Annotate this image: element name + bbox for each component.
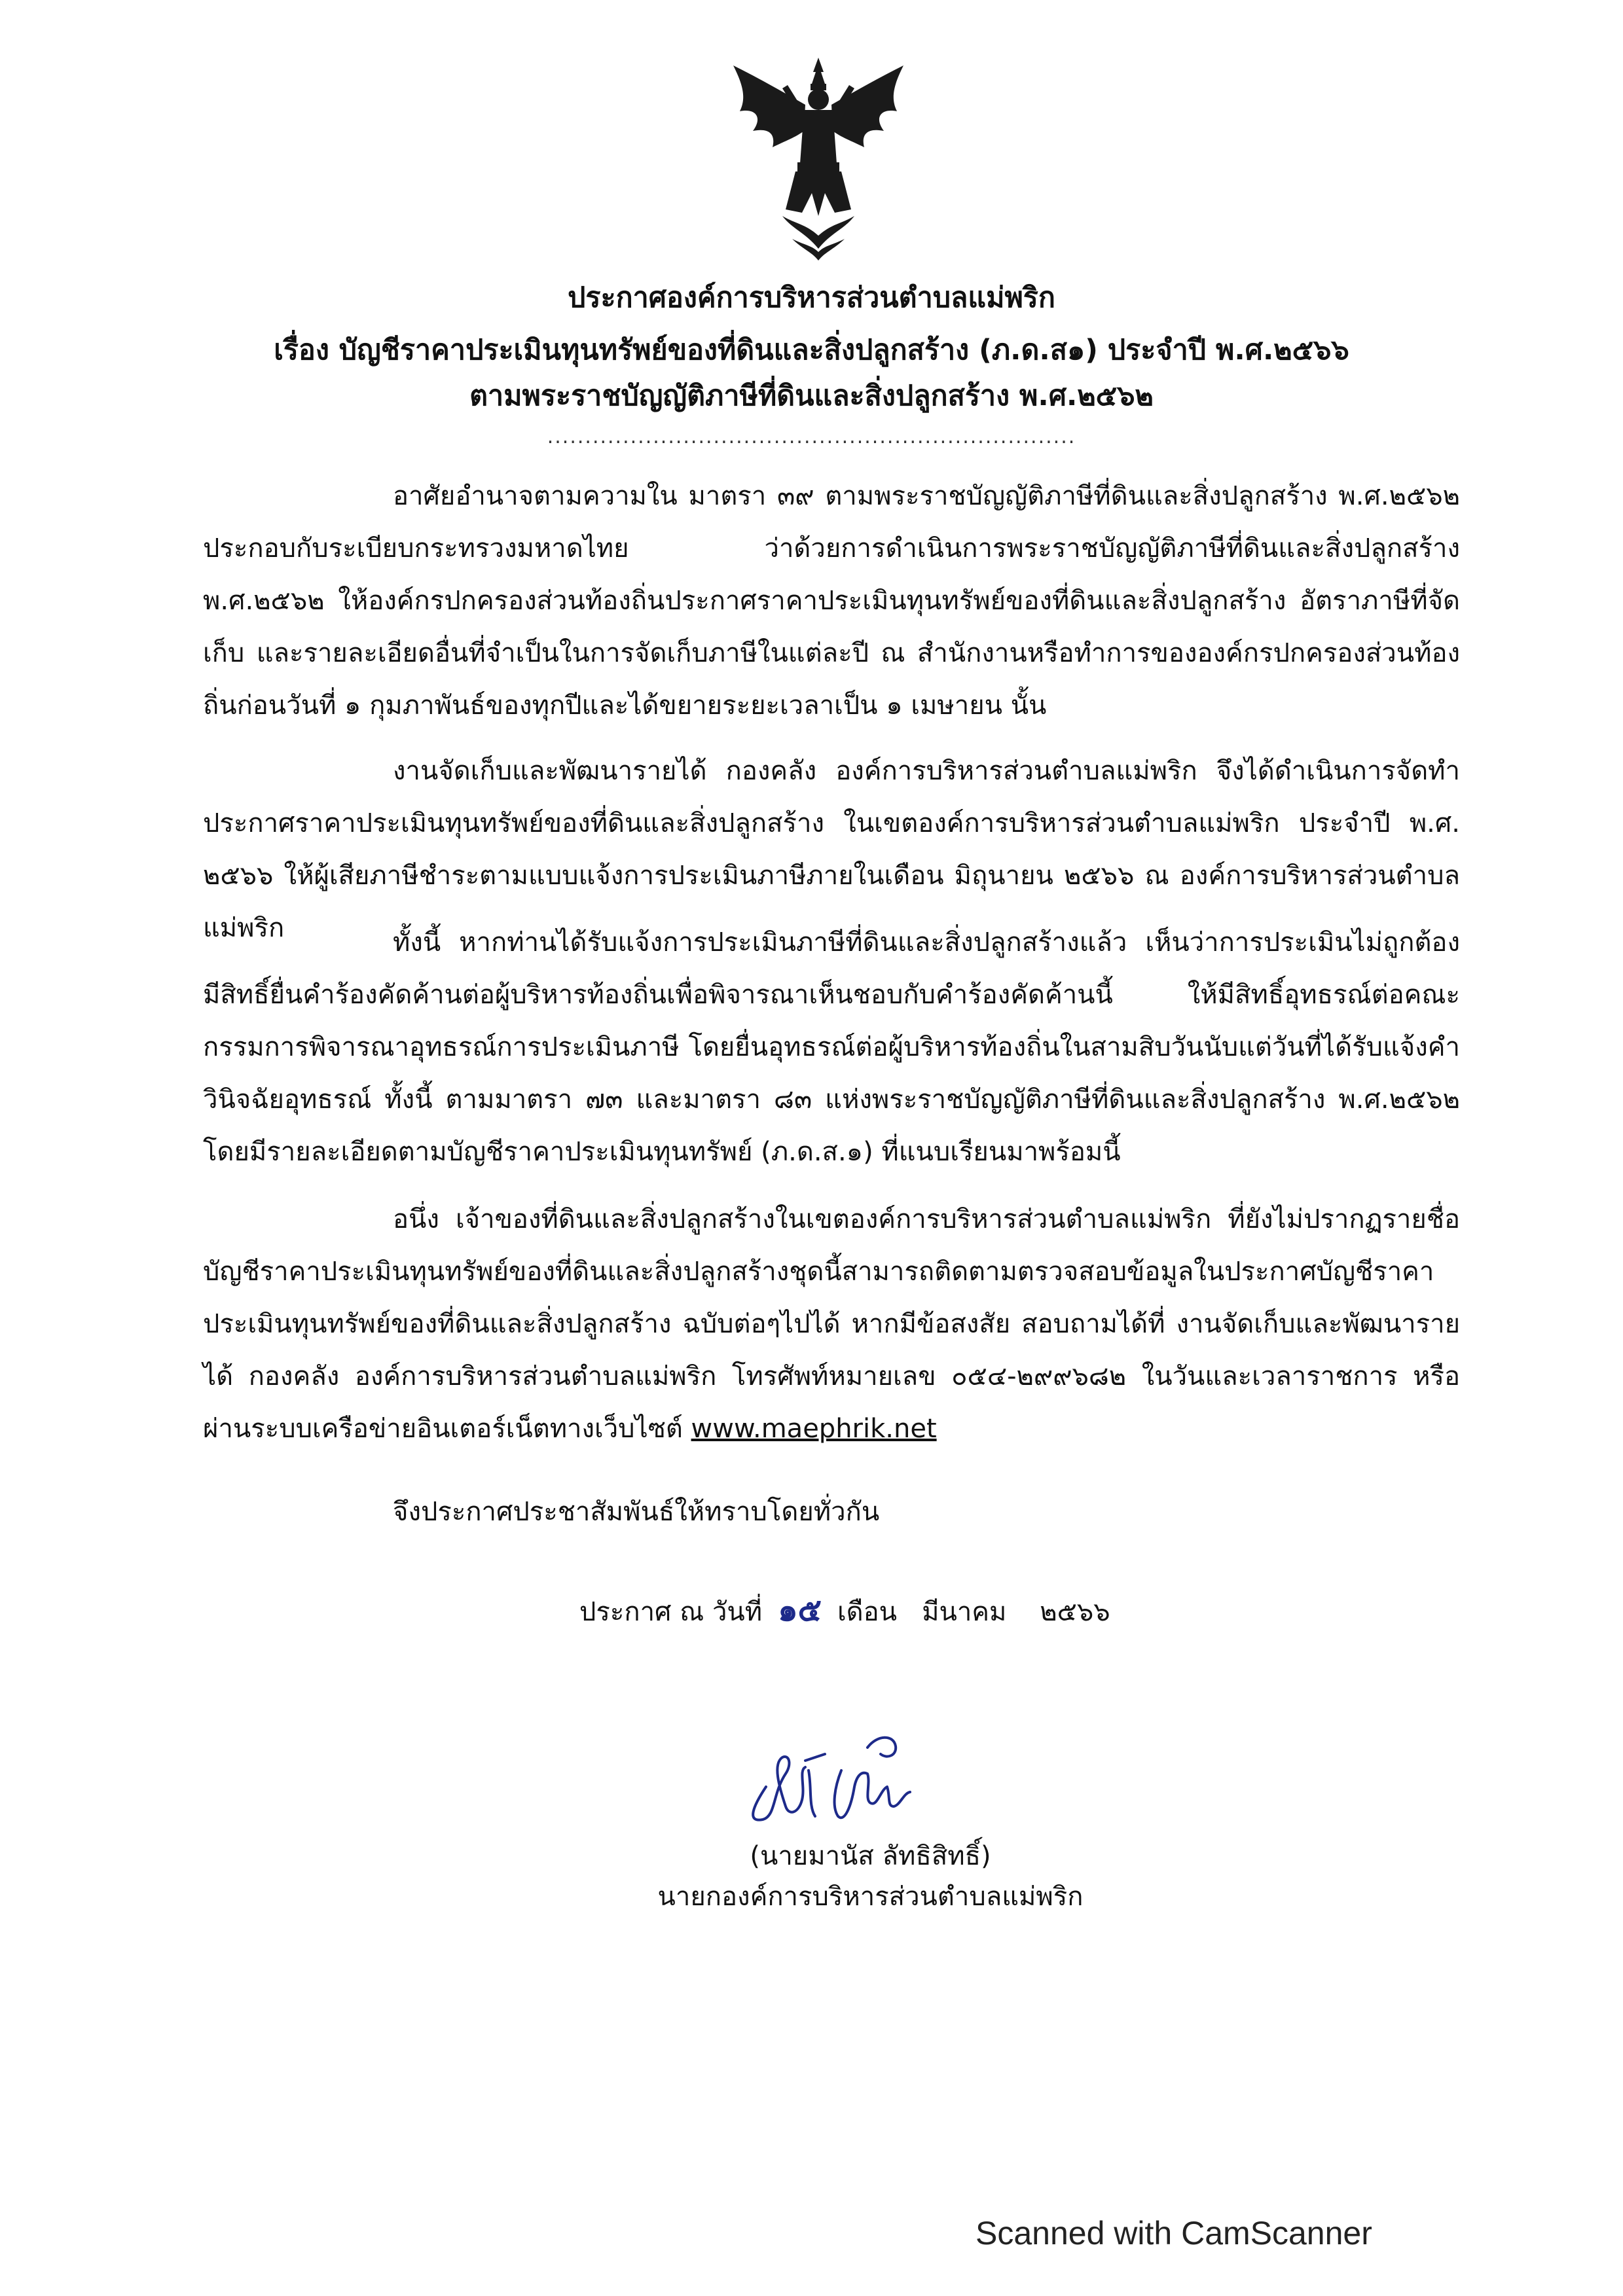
date-day: ๑๕ (778, 1592, 822, 1628)
signer-name: (นายมานัส ลัทธิสิทธิ์) (750, 1841, 991, 1871)
announcement-subject: เรื่อง บัญชีราคาประเมินทุนทรัพย์ของที่ดินและสิ่งปลูกสร้าง (ภ.ด.ส๑) ประจำปี พ.ศ.๒๕๖๖ (274, 334, 1349, 367)
body-paragraph-4-text: อนึ่ง เจ้าของที่ดินและสิ่งปลูกสร้างในเขตองค์การบริหารส่วนตำบลแม่พริก ที่ยังไม่ปรากฏรายชื่อบัญชีราคาประเมินทุนทรัพย์ของที่ดินและสิ่งปลูกสร้างชุดนี้สามารถติดตามตรวจสอบข้อมูลในประกาศบัญชีราคาประเมินทุนทรัพย์ของที่ดินและสิ่งปลูกสร้าง ฉบับต่อๆไปได้ หากมีข้อสงสัย สอบถามได้ที่ งานจัดเก็บและพัฒนารายได้ กองคลัง องค์การบริหารส่วนตำบลแม่พริก โทรศัพท์หมายเลข ๐๕๔-๒๙๙๖๘๒ ในวันและเวลาราชการ หรือผ่านระบบเครือข่ายอินเตอร์เน็ตทางเว็บไซต์ (203, 1204, 1460, 1444)
announcement-date (579, 1590, 1110, 1632)
closing-statement: จึงประกาศประชาสัมพันธ์ให้ทราบโดยทั่วกัน (393, 1497, 880, 1527)
body-paragraph-4 (203, 1193, 1460, 1455)
announcement-title: ประกาศองค์การบริหารส่วนตำบลแม่พริก (568, 281, 1055, 314)
signer-position: นายกองค์การบริหารส่วนตำบลแม่พริก (657, 1882, 1084, 1912)
scanner-watermark: Scanned with CamScanner (976, 2215, 1372, 2251)
body-paragraph-1: อาศัยอำนาจตามความใน มาตรา ๓๙ ตามพระราชบัญญัติภาษีที่ดินและสิ่งปลูกสร้าง พ.ศ.๒๕๖๒ ประกอบกับระเบียบกระทรวงมหาดไทย ว่าด้วยการดำเนินการพระราชบัญญัติภาษีที่ดินและสิ่งปลูกสร้าง พ.ศ.๒๕๖๒ ให้องค์กรปกครองส่วนท้องถิ่นประกาศราคาประเมินทุนทรัพย์ของที่ดินและสิ่งปลูกสร้าง อัตราภาษีที่จัดเก็บ และรายละเอียดอื่นที่จำเป็นในการจัดเก็บภาษีในแต่ละปี ณ สำนักงานหรือทำการขององค์กรปกครองส่วนท้องถิ่นก่อนวันที่ ๑ กุมภาพันธ์ของทุกปีและได้ขยายระยะเวลาเป็น ๑ เมษายน นั้น (203, 481, 1460, 721)
body-paragraph-2: งานจัดเก็บและพัฒนารายได้ กองคลัง องค์การบริหารส่วนตำบลแม่พริก จึงได้ดำเนินการจัดทำประกาศราคาประเมินทุนทรัพย์ของที่ดินและสิ่งปลูกสร้าง ในเขตองค์การบริหารส่วนตำบลแม่พริก ประจำปี พ.ศ. ๒๕๖๖ ให้ผู้เสียภาษีชำระตามแบบแจ้งการประเมินภาษีภายในเดือน มิถุนายน ๒๕๖๖ ณ องค์การบริหารส่วนตำบลแม่พริก (203, 756, 1460, 943)
date-year: ๒๕๖๖ (1040, 1597, 1110, 1627)
garuda-emblem-icon (720, 52, 917, 262)
body-paragraph-3: ทั้งนี้ หากท่านได้รับแจ้งการประเมินภาษีที่ดินและสิ่งปลูกสร้างแล้ว เห็นว่าการประเมินไม่ถูกต้อง มีสิทธิ์ยื่นคำร้องคัดค้านต่อผู้บริหารท้องถิ่นเพื่อพิจารณาเห็นชอบกับคำร้องคัดค้านนี้ ให้มีสิทธิ์อุทธรณ์ต่อคณะกรรมการพิจารณาอุทธรณ์การประเมินภาษี โดยยื่นอุทธรณ์ต่อผู้บริหารท้องถิ่นในสามสิบวันนับแต่วันที่ได้รับแจ้งคำวินิจฉัยอุทธรณ์ ทั้งนี้ ตามมาตรา ๗๓ และมาตรา ๘๓ แห่งพระราชบัญญัติภาษีที่ดินและสิ่งปลูกสร้าง พ.ศ.๒๕๖๒ โดยมีรายละเอียดตามบัญชีราคาประเมินทุนทรัพย์ (ภ.ด.ส.๑) ที่แนบเรียนมาพร้อมนี้ (203, 927, 1460, 1167)
announcement-act: ตามพระราชบัญญัติภาษีที่ดินและสิ่งปลูกสร้าง พ.ศ.๒๕๖๒ (469, 380, 1154, 412)
signature-image (727, 1708, 962, 1833)
website-link[interactable]: www.maephrik.net (691, 1414, 937, 1444)
date-month: มีนาคม (922, 1597, 1007, 1627)
date-prefix: ประกาศ ณ วันที่ (579, 1597, 763, 1627)
date-month-label: เดือน (837, 1597, 897, 1627)
title-divider: ...................................................................... (547, 425, 1076, 448)
